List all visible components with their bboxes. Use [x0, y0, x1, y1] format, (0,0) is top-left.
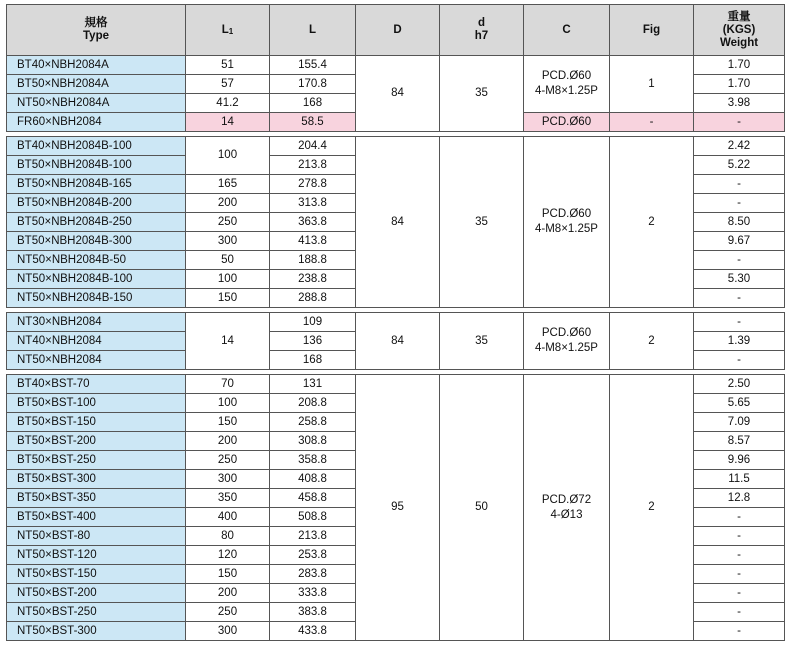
l-cell: 283.8: [270, 565, 356, 584]
header-weight-unit: (KGS): [722, 23, 756, 36]
c-line1: PCD.Ø60: [541, 327, 592, 339]
l1-cell: 250: [186, 451, 270, 470]
l1-cell: 100: [186, 394, 270, 413]
weight-cell: -: [694, 527, 785, 546]
spec-table-container: [6, 4, 785, 641]
weight-cell: -: [694, 251, 785, 270]
l1-cell: 150: [186, 413, 270, 432]
weight-cell: -: [694, 546, 785, 565]
fig-cell: 2: [610, 313, 694, 370]
header-d-lower-main: d: [477, 17, 486, 29]
type-cell: BT50×NBH2084B-100: [7, 156, 186, 175]
weight-cell: 8.50: [694, 213, 785, 232]
type-cell: FR60×NBH2084: [7, 113, 186, 132]
type-cell: BT50×BST-350: [7, 489, 186, 508]
c-line2: 4-M8×1.25P: [535, 223, 598, 235]
c-line2: 4-M8×1.25P: [535, 85, 598, 97]
weight-cell: 9.67: [694, 232, 785, 251]
weight-cell: 5.30: [694, 270, 785, 289]
l-cell: 408.8: [270, 470, 356, 489]
weight-cell: -: [694, 622, 785, 641]
type-cell: BT50×NBH2084B-165: [7, 175, 186, 194]
l1-cell: 200: [186, 584, 270, 603]
l-cell: 433.8: [270, 622, 356, 641]
c-cell: [524, 137, 610, 308]
type-cell: NT50×NBH2084B-150: [7, 289, 186, 308]
weight-cell: 1.70: [694, 75, 785, 94]
weight-cell: 9.96: [694, 451, 785, 470]
c-line2: 4-M8×1.25P: [535, 342, 598, 354]
weight-cell: 5.65: [694, 394, 785, 413]
c-line1: PCD.Ø60: [541, 70, 592, 82]
type-cell: BT50×NBH2084B-300: [7, 232, 186, 251]
header-weight-cn: 重量: [727, 10, 751, 23]
type-cell: BT50×BST-150: [7, 413, 186, 432]
l1-cell: 150: [186, 289, 270, 308]
l1-cell: 200: [186, 194, 270, 213]
l-cell: 288.8: [270, 289, 356, 308]
weight-cell: -: [694, 351, 785, 370]
type-cell: NT50×NBH2084A: [7, 94, 186, 113]
l-cell: 168: [270, 94, 356, 113]
l-cell: 188.8: [270, 251, 356, 270]
l-cell: 155.4: [270, 56, 356, 75]
l-cell: 213.8: [270, 156, 356, 175]
table-row: [7, 56, 785, 75]
c-cell: [524, 313, 610, 370]
header-type-cn: 規格: [84, 17, 108, 29]
fig-cell: 2: [610, 375, 694, 641]
type-cell: BT50×BST-400: [7, 508, 186, 527]
weight-cell: 12.8: [694, 489, 785, 508]
header-weight: [694, 5, 785, 56]
type-cell: NT50×BST-300: [7, 622, 186, 641]
l-cell: 253.8: [270, 546, 356, 565]
l1-cell: 165: [186, 175, 270, 194]
type-cell: NT30×NBH2084: [7, 313, 186, 332]
l-cell: 363.8: [270, 213, 356, 232]
weight-cell: 7.09: [694, 413, 785, 432]
l1-cell: 120: [186, 546, 270, 565]
weight-cell: -: [694, 508, 785, 527]
l1-cell: 300: [186, 470, 270, 489]
type-cell: BT50×NBH2084B-250: [7, 213, 186, 232]
weight-cell: 2.50: [694, 375, 785, 394]
type-cell: BT50×NBH2084A: [7, 75, 186, 94]
type-cell: BT50×BST-250: [7, 451, 186, 470]
table-row: [7, 313, 785, 332]
c-cell: PCD.Ø60: [524, 113, 610, 132]
d-lower-cell: 35: [440, 313, 524, 370]
spec-table: [6, 4, 785, 641]
type-cell: NT50×NBH2084B-50: [7, 251, 186, 270]
header-type-en: Type: [83, 30, 109, 42]
d-lower-cell: 35: [440, 137, 524, 308]
header-l1: [186, 5, 270, 56]
weight-cell: -: [694, 175, 785, 194]
header-l1-sub: 1: [228, 26, 234, 36]
weight-cell: -: [694, 289, 785, 308]
l-cell: 168: [270, 351, 356, 370]
type-cell: BT40×NBH2084A: [7, 56, 186, 75]
d-upper-cell: 84: [356, 137, 440, 308]
type-cell: BT40×NBH2084B-100: [7, 137, 186, 156]
l-cell: 458.8: [270, 489, 356, 508]
l-cell: 109: [270, 313, 356, 332]
weight-cell: -: [694, 565, 785, 584]
c-cell: [524, 56, 610, 113]
weight-cell: -: [694, 603, 785, 622]
l1-cell: 100: [186, 270, 270, 289]
l-cell: 308.8: [270, 432, 356, 451]
header-h7: h7: [474, 30, 489, 42]
header-fig: Fig: [610, 5, 694, 56]
l1-cell: 300: [186, 232, 270, 251]
type-cell: NT50×BST-250: [7, 603, 186, 622]
weight-cell: -: [694, 584, 785, 603]
weight-cell: 8.57: [694, 432, 785, 451]
type-cell: NT50×BST-120: [7, 546, 186, 565]
fig-cell: 2: [610, 137, 694, 308]
l1-cell: 80: [186, 527, 270, 546]
l-cell: 208.8: [270, 394, 356, 413]
header-row: [7, 5, 785, 56]
table-row: [7, 137, 785, 156]
type-cell: NT50×BST-200: [7, 584, 186, 603]
d-upper-cell: 84: [356, 313, 440, 370]
header-c: C: [524, 5, 610, 56]
weight-cell: 1.70: [694, 56, 785, 75]
weight-cell: -: [694, 313, 785, 332]
l-cell: 204.4: [270, 137, 356, 156]
l1-cell: 70: [186, 375, 270, 394]
l1-cell: 150: [186, 565, 270, 584]
d-upper-cell: 84: [356, 56, 440, 132]
header-weight-en: Weight: [719, 36, 759, 49]
weight-cell: -: [694, 113, 785, 132]
l-cell: 170.8: [270, 75, 356, 94]
header-type: [7, 5, 186, 56]
c-cell: [524, 375, 610, 641]
weight-cell: -: [694, 194, 785, 213]
weight-cell: 2.42: [694, 137, 785, 156]
l-cell: 333.8: [270, 584, 356, 603]
fig-cell: 1: [610, 56, 694, 113]
header-l: L: [270, 5, 356, 56]
l-cell: 238.8: [270, 270, 356, 289]
l-cell: 278.8: [270, 175, 356, 194]
l1-cell: 57: [186, 75, 270, 94]
l-cell: 383.8: [270, 603, 356, 622]
l1-cell: 250: [186, 603, 270, 622]
l1-cell: 100: [186, 137, 270, 175]
type-cell: NT50×BST-80: [7, 527, 186, 546]
l1-cell: 14: [186, 313, 270, 370]
l-cell: 136: [270, 332, 356, 351]
l1-cell: 300: [186, 622, 270, 641]
d-upper-cell: 95: [356, 375, 440, 641]
l-cell: 131: [270, 375, 356, 394]
l1-cell: 51: [186, 56, 270, 75]
l-cell: 313.8: [270, 194, 356, 213]
header-d-lower: [440, 5, 524, 56]
type-cell: NT50×BST-150: [7, 565, 186, 584]
header-l1-main: L: [221, 23, 229, 36]
type-cell: BT50×BST-200: [7, 432, 186, 451]
type-cell: BT50×BST-100: [7, 394, 186, 413]
type-cell: BT40×BST-70: [7, 375, 186, 394]
c-line1: PCD.Ø72: [541, 493, 592, 506]
type-cell: BT50×BST-300: [7, 470, 186, 489]
d-lower-cell: 50: [440, 375, 524, 641]
weight-cell: 5.22: [694, 156, 785, 175]
c-line1: PCD.Ø60: [541, 208, 592, 220]
weight-cell: 11.5: [694, 470, 785, 489]
c-line2: 4-Ø13: [550, 508, 583, 521]
l-cell: 358.8: [270, 451, 356, 470]
l1-cell: 350: [186, 489, 270, 508]
type-cell: BT50×NBH2084B-200: [7, 194, 186, 213]
weight-cell: 3.98: [694, 94, 785, 113]
l-cell: 213.8: [270, 527, 356, 546]
l-cell: 508.8: [270, 508, 356, 527]
l1-cell: 200: [186, 432, 270, 451]
l1-cell: 250: [186, 213, 270, 232]
l1-cell: 400: [186, 508, 270, 527]
l1-cell: 50: [186, 251, 270, 270]
d-lower-cell: 35: [440, 56, 524, 132]
type-cell: NT40×NBH2084: [7, 332, 186, 351]
l-cell: 413.8: [270, 232, 356, 251]
l1-cell: 41.2: [186, 94, 270, 113]
l-cell: 258.8: [270, 413, 356, 432]
weight-cell: 1.39: [694, 332, 785, 351]
table-row: [7, 375, 785, 394]
type-cell: NT50×NBH2084: [7, 351, 186, 370]
fig-cell: -: [610, 113, 694, 132]
header-d-upper: D: [356, 5, 440, 56]
l-cell: 58.5: [270, 113, 356, 132]
type-cell: NT50×NBH2084B-100: [7, 270, 186, 289]
l1-cell: 14: [186, 113, 270, 132]
